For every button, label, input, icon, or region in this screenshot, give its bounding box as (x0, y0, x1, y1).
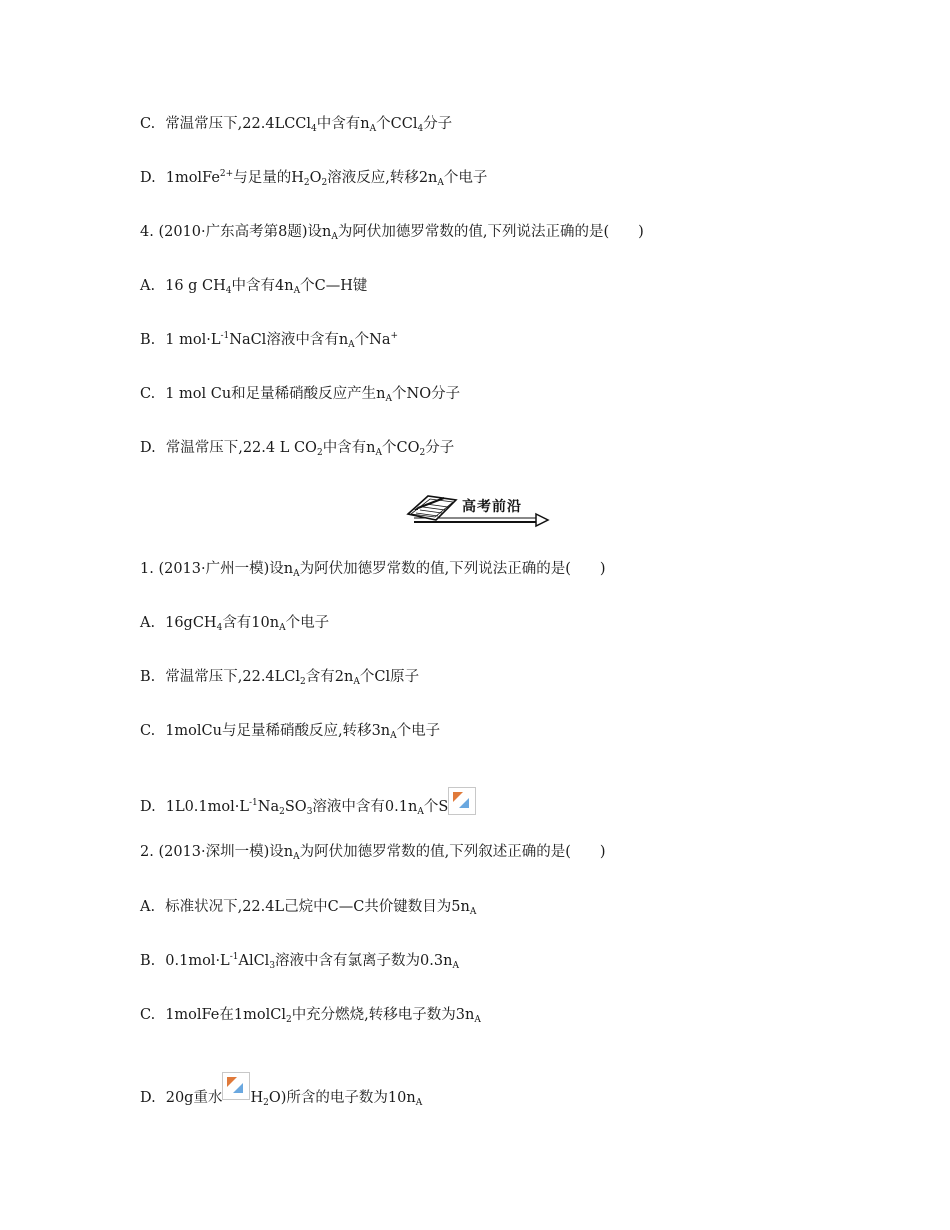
q2-option-c: C. 1molFe在1molCl$_2$中充分燃烧,转移电子数为$3n_A$ (140, 1007, 481, 1025)
broken-image-icon (222, 1072, 250, 1100)
option-label: D. (140, 440, 156, 456)
question-4-stem: 4. (2010·广东高考第8题)设$n_A$为阿伏加德罗常数的值,下列说法正确的是( ) (140, 224, 644, 242)
option-label: D. (140, 170, 156, 186)
q2-option-a: A. 标准状况下,22.4L己烷中C—C共价键数目为$5n_A$ (140, 899, 477, 917)
q1-option-b: B. 常温常压下,22.4LCl$_2$含有$2n_A$个Cl原子 (140, 669, 420, 687)
option-label: C. (140, 723, 156, 739)
option-c-ccl4: C. 常温常压下,22.4LCCl$_4$中含有$n_A$个CCl$_4$分子 (140, 116, 453, 134)
section-title: 高考前沿 (462, 499, 522, 515)
option-label: A. (140, 278, 156, 294)
option-label: D. (140, 1090, 156, 1106)
q1-option-a: A. 16gCH$_4$含有$10n_A$个电子 (140, 615, 330, 633)
option-label: B. (140, 669, 156, 685)
q2-option-d: D. 20g重水 $H_2O$)所含的电子数为$10n_A$ (140, 1072, 422, 1108)
question-2-stem: 2. (2013·深圳一模)设$n_A$为阿伏加德罗常数的值,下列叙述正确的是( ) (140, 844, 606, 862)
option-label: C. (140, 116, 156, 132)
option-label: A. (140, 899, 156, 915)
option-label: C. (140, 386, 156, 402)
option-label: C. (140, 1007, 156, 1023)
option-label: A. (140, 615, 156, 631)
q4-option-c: C. 1 mol Cu和足量稀硝酸反应产生$n_A$个NO分子 (140, 386, 461, 404)
q1-option-c: C. 1molCu与足量稀硝酸反应,转移$3n_A$个电子 (140, 723, 441, 741)
section-banner (404, 494, 550, 528)
broken-image-icon (448, 787, 476, 815)
q2-option-b: B. $0.1mol\cdot L^{-1}AlCl_3$溶液中含有氯离子数为$0.3n_A$ (140, 952, 459, 971)
q4-option-d: D. 常温常压下,22.4 L $CO_2$中含有$n_A$个$CO_2$分子 (140, 440, 455, 458)
question-1-stem: 1. (2013·广州一模)设$n_A$为阿伏加德罗常数的值,下列说法正确的是( ) (140, 561, 606, 579)
option-d-fe: D. 1molFe$^{2+}$与足量的$H_2O_2$溶液反应,转移$2n_A$个电子 (140, 169, 488, 188)
q1-option-d: D. $1L0.1mol\cdot L^{-1}Na_2SO_3$溶液中含有$0.1n_A$个S (140, 787, 476, 817)
q4-option-b: B. 1 $mol\cdot L^{-1}NaCl$溶液中含有$n_A$个Na+ (140, 331, 399, 350)
option-label: D. (140, 799, 156, 815)
q4-option-a: A. 16 g $CH_4$中含有$4n_A$个C—H键 (140, 278, 368, 296)
option-label: B. (140, 953, 156, 969)
option-label: B. (140, 332, 156, 348)
